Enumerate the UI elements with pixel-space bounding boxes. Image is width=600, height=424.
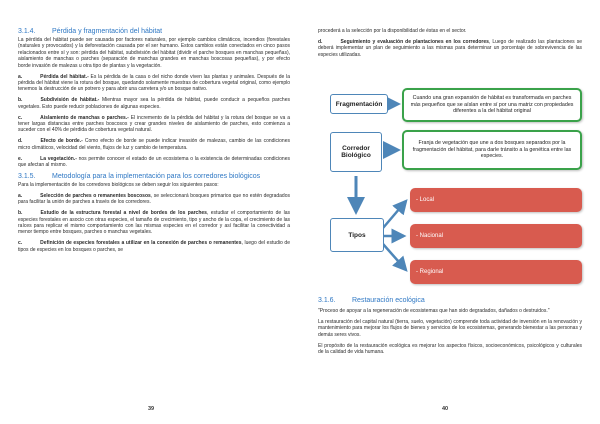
section-title-3-1-5 xyxy=(18,173,290,181)
label-fragmentation: Fragmentación xyxy=(330,94,388,114)
section-heading: Pérdida y fragmentación del hábitat xyxy=(52,28,163,35)
section-number: 3.1.4. xyxy=(18,28,36,35)
type-regional: - Regional xyxy=(410,260,582,284)
step-b: b. Estudio de la estructura forestal a nivel de bordes de los parches, estudiar el comportamiento de las especies forestales en asocio con otras especies, el tamaño de crecimiento, tipo y ancho de la copa, el crecimiento de las raíces para replicar el mismo comportamiento con las mismas especies en el corredor y así facilitar la conectividad a menor tiempo entre bosques, parches o manchas vegetales. xyxy=(18,210,290,236)
methodology-intro: Para la implementación de los corredores biológicos se deben seguir los siguientes pasos: xyxy=(18,181,219,188)
concept-diagram xyxy=(330,88,582,286)
section-number: 3.1.6. xyxy=(318,297,336,304)
item-a: a. Pérdida del hábitat.- Es la pérdida de la casa o del nicho donde viven las plantas y animales. Después de la pérdida del hábitat viene la rotura del bosque, quedando solamente muestras de cobertura vegetal original, como ejemplo tenemos la destrucción de un potrero y para abrir una carretera y/o un bosque nativo. xyxy=(18,73,290,93)
left-page xyxy=(0,0,298,424)
right-page-lower xyxy=(300,297,600,360)
restoration-quote: "Proceso de apoyar a la regeneración de ecosistemas que han sido degradados, dañados o destruidos." xyxy=(318,308,550,314)
label-biological-corridor: Corredor Biológico xyxy=(330,132,382,172)
arrow-local xyxy=(383,201,406,228)
continued-paragraph: procederá a la selección por la disponibilidad de éstas en el sector. xyxy=(318,28,467,34)
restoration-paragraph-1: La restauración del capital natural (tierra, suelo, vegetación) comprende toda actividad de inversión en la renovación y mantenimiento para mejorar los flujos de bienes y servicios de los ecosistemas, generando bienestar a las personas y demás seres vivos. xyxy=(318,318,582,338)
section-title-3-1-6 xyxy=(318,297,582,305)
section-number: 3.1.5. xyxy=(18,172,36,180)
intro-paragraph: La pérdida del hábitat puede ser causada por factores naturales, por ejemplo cambios climáticos, incendios (forestales (naturales y provocados) y la deforestación causada por el ser humano. Estos cambios están conectados en cinco pasos relacionados entre sí y son: pérdida del hábitat, subdivisión del hábitat (dividir el parche bosques en manchas pequeñas), aislamiento de manchas o parches (separación de manchas grandes en manchas boscosas pequeñas), y por efecto borde invasión de malezas u otra tipo de plantas y la vegetación. xyxy=(18,37,290,69)
type-nacional: - Nacional xyxy=(410,224,582,248)
step-d: d. Seguimiento y evaluación de plantaciones en los corredores, Luego de realizado las plantaciones se deberá implementar un plan de seguimiento a las mismas para determinar un porcentaje de sobrevivencia de las especies utilizadas. xyxy=(318,38,583,58)
page-number-left: 39 xyxy=(148,406,155,412)
step-c: c. Definición de especies forestales a utilizar en la conexión de parches o remanentes, luego del estudio de tipos de especies en los bosques o parches, se xyxy=(18,240,290,253)
page-number-right: 40 xyxy=(442,406,449,412)
item-e: e. La vegetación.- nos permite conocer el estado de un ecosistema o la existencia de determinadas condiciones que afectan al mismo. xyxy=(18,155,290,168)
item-b: b. Subdivisión de hábitat.- Mientras mayor sea la pérdida de hábitat, puede conducir a pequeños parches vegetales. Esto puede reducir poblaciones de algunas especies. xyxy=(18,97,290,110)
section-heading: Restauración ecológica xyxy=(352,297,425,304)
type-local: - Local xyxy=(410,188,582,212)
step-a: a. Selección de parches o remanentes boscosos, se seleccionará bosques primarios que no estén degradados para facilitar la unión de parches a través de los corredores. xyxy=(18,192,290,206)
section-title-3-1-4 xyxy=(18,28,290,36)
item-d: d. Efecto de borde.- Como efecto de borde se puede indicar invasión de malezas, cambio de las condiciones micro climáticos, velocidad del viento, flujos de luz y cambio de temperatura. xyxy=(18,138,290,151)
section-heading: Metodología para la implementación para los corredores biológicos xyxy=(52,172,261,180)
arrow-regional xyxy=(383,244,406,270)
label-types: Tipos xyxy=(330,218,384,252)
item-c: c. Aislamiento de manchas o parches.- El incremento de la pérdida del hábitat y la rotura del bosque se va a tener largas distancias entre parches boscosos y crear grandes niveles de aislamiento de parches, esto comienza a suceder con el 40% de pérdida de cobertura vegetal natural. xyxy=(18,114,290,134)
box-corridor-definition: Franja de vegetación que une a dos bosques separados por la fragmentación del hábitat, para darle tránsito a la genética entre las especies. xyxy=(402,130,582,170)
box-fragmentation-definition: Cuando una gran expansión de hábitat es transformada en parches más pequeños que se aíslan entre sí por una matriz con propiedades diferentes a la del hábitat original xyxy=(402,88,582,122)
restoration-paragraph-2: El propósito de la restauración ecológica es mejorar los aspectos físicos, socioeconómicos, psicológicos y culturales de la calidad de vida humana. xyxy=(318,342,582,356)
